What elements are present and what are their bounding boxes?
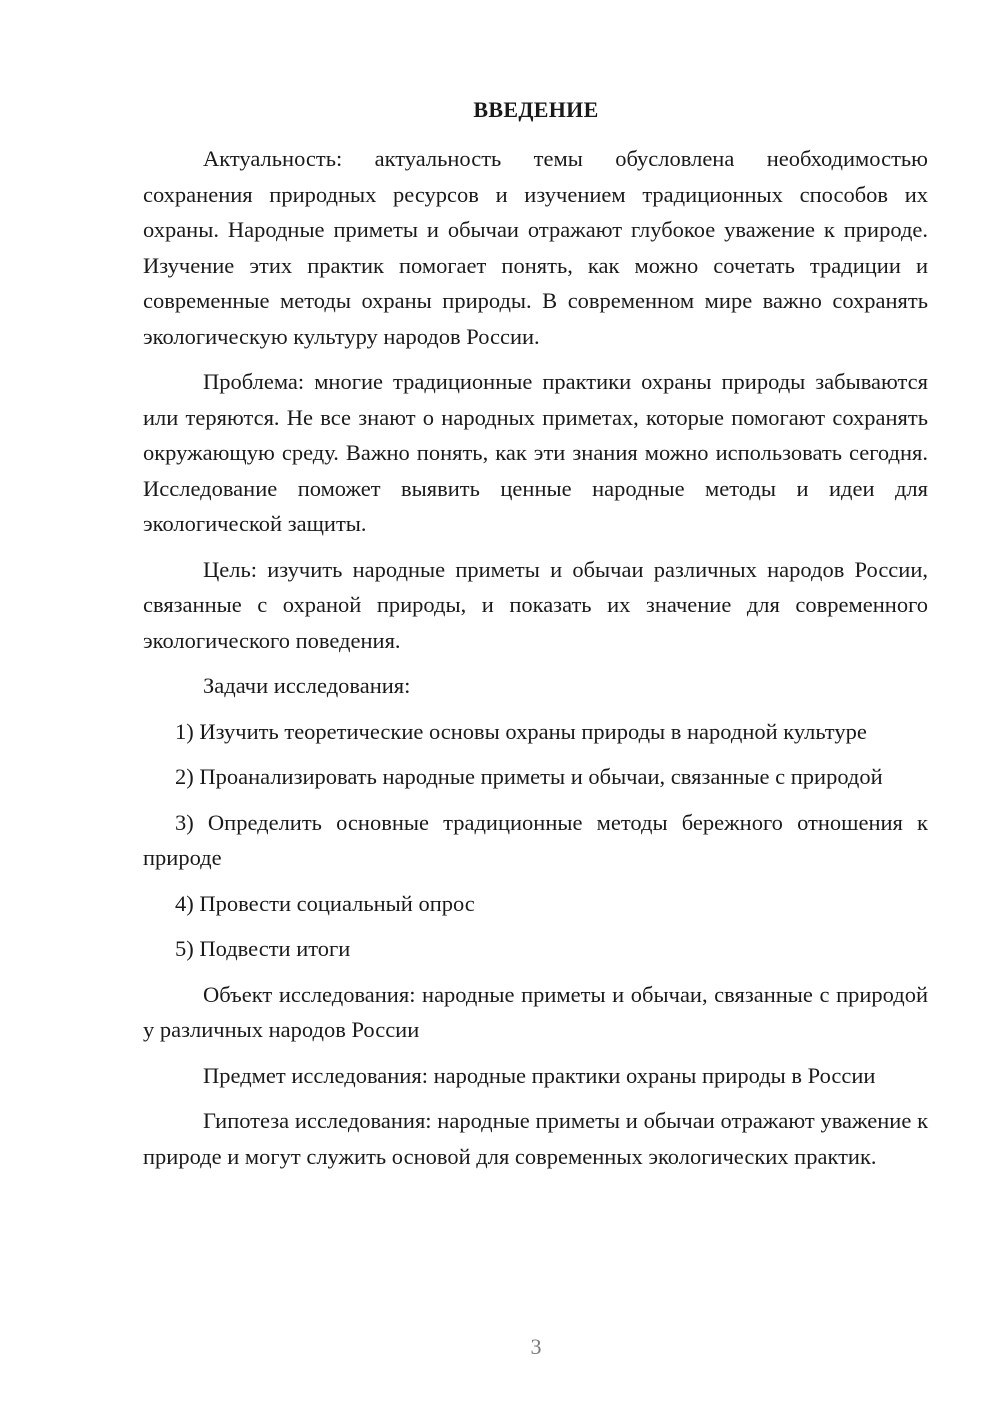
task-item-4: 4) Провести социальный опрос (175, 890, 475, 916)
task-item-2: 2) Проанализировать народные приметы и обычаи, связанные с природой (175, 764, 883, 789)
paragraph-object: Объект исследования: народные приметы и обычаи, связанные с природой у различных народов России (143, 981, 928, 1042)
paragraph-goal: Цель: изучить народные приметы и обычаи различных народов России, связанные с охраной природы, и показать их значение для современного экологического поведения. (143, 556, 928, 653)
paragraph-problem: Проблема: многие традиционные практики охраны природы забываются или теряются. Не все знают о народных приметах, которые помогают сохранять окружающую среду. Важно понять, как эти знания можно использовать сегодня. Исследование поможет выявить ценные народные методы и идеи для экологической защиты. (143, 369, 928, 536)
task-item-3: 3) Определить основные традиционные методы бережного отношения к природе (143, 809, 928, 870)
body-text (143, 141, 928, 1184)
task-item-5: 5) Подвести итоги (175, 936, 351, 961)
paragraph-hypothesis: Гипотеза исследования: народные приметы и обычаи отражают уважение к природе и могут служить основой для современных экологических практик. (143, 1108, 928, 1169)
paragraph-subject: Предмет исследования: народные практики охраны природы в России (203, 1062, 876, 1088)
task-item-1: 1) Изучить теоретические основы охраны природы в народной культуре (175, 718, 867, 744)
section-title: ВВЕДЕНИЕ (473, 97, 599, 122)
paragraph-relevance: Актуальность: актуальность темы обусловлена необходимостью сохранения природных ресурсов и изучением традиционных способов их охраны. Народные приметы и обычаи отражают глубокое уважение к природе. Изучение этих практик помогает понять, как можно сочетать традиции и современные методы охраны природы. В современном мире важно сохранять экологическую культуру народов России. (143, 146, 928, 349)
tasks-heading: Задачи исследования: (203, 673, 411, 698)
page-number: 3 (530, 1334, 542, 1359)
